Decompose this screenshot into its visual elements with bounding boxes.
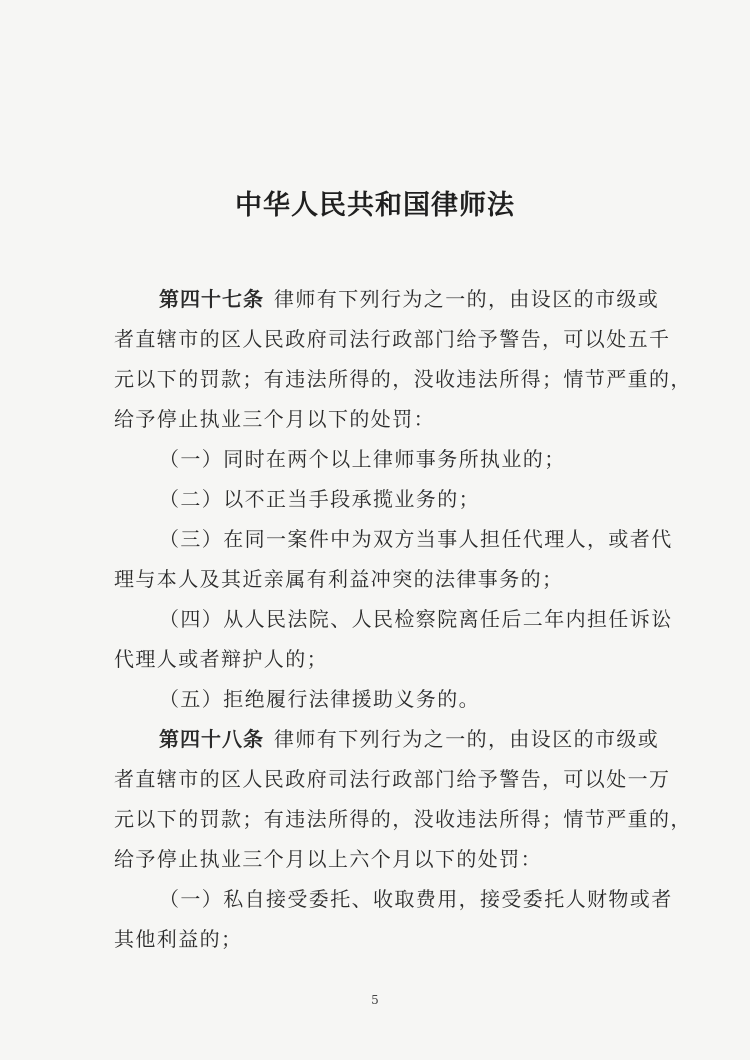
article-47-item-4-line-2: 代理人或者辩护人的；: [114, 647, 328, 671]
article-48-item-1-line-1: （一）私自接受委托、收取费用，接受委托人财物或者: [159, 887, 673, 911]
article-47-item-5: （五）拒绝履行法律援助义务的。: [159, 687, 480, 711]
article-47-item-4-line-1: （四）从人民法院、人民检察院离任后二年内担任诉讼: [159, 607, 673, 631]
document-title: 中华人民共和国律师法: [235, 190, 515, 221]
page-number: 5: [371, 993, 379, 1007]
article-47-line-2: 者直辖市的区人民政府司法行政部门给予警告，可以处五千: [114, 327, 671, 351]
article-48-text-1: 律师有下列行为之一的，由设区的市级或: [274, 727, 660, 751]
article-47-heading: 第四十七条: [159, 287, 264, 311]
article-47-item-3-line-1: （三）在同一案件中为双方当事人担任代理人，或者代: [159, 527, 673, 551]
article-48-line-2: 者直辖市的区人民政府司法行政部门给予警告，可以处一万: [114, 767, 671, 791]
article-48-line-1: [159, 725, 660, 753]
article-47-item-1: （一）同时在两个以上律师事务所执业的；: [159, 447, 566, 471]
article-47-text-1: 律师有下列行为之一的，由设区的市级或: [274, 287, 660, 311]
article-47-item-2: （二）以不正当手段承揽业务的；: [159, 487, 480, 511]
article-48-heading: 第四十八条: [159, 727, 264, 751]
article-47-item-3-line-2: 理与本人及其近亲属有利益冲突的法律事务的；: [114, 567, 564, 591]
article-47-line-4: 给予停止执业三个月以下的处罚：: [114, 407, 435, 431]
article-47-line-1: [159, 285, 660, 313]
article-48-item-1-line-2: 其他利益的；: [114, 927, 243, 951]
article-47-line-3: 元以下的罚款；有违法所得的，没收违法所得；情节严重的，: [114, 367, 692, 391]
article-48-line-4: 给予停止执业三个月以上六个月以下的处罚：: [114, 847, 542, 871]
article-48-line-3: 元以下的罚款；有违法所得的，没收违法所得；情节严重的，: [114, 807, 692, 831]
